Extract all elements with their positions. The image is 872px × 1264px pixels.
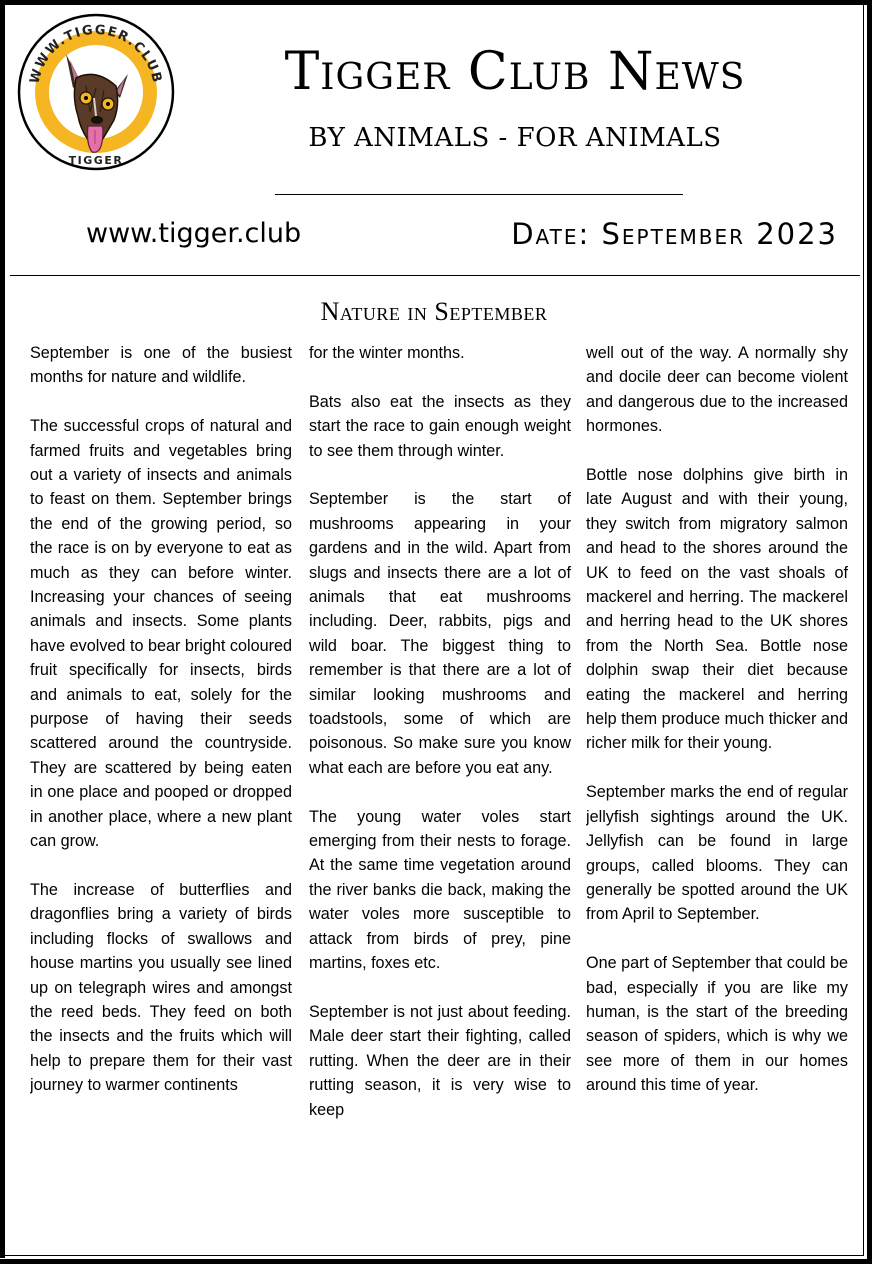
paragraph: September marks the end of regular jellyfish sightings around the UK. Jellyfish can be found in large groups, called blooms. They can generally be spotted around the UK from April to September. [586,783,848,924]
article-column-2 [309,341,571,1241]
paragraph: The young water voles start emerging from their nests to forage. At the same time vegetation around the river banks die back, making the water voles more susceptible to attack from birds of prey, pine martins, foxes etc. [309,807,571,973]
article-column-1 [30,341,292,1241]
page-border-left [0,0,5,1258]
newsletter-tagline: BY ANIMALS - FOR ANIMALS [308,123,722,153]
page-border-right [867,0,872,1264]
paragraph: for the winter months. [309,344,465,362]
page-border-bottom-inner [5,1255,864,1256]
masthead-divider [275,194,683,195]
issue-date: Date: September 2023 [511,217,838,251]
website-link[interactable]: www.tigger.club [86,218,302,249]
logo-ring-text-top: WWW.TIGGER.CLUB [27,22,165,86]
page-border-top [0,0,872,5]
paragraph: Bats also eat the insects as they start the race to gain enough weight to see them through winter. [309,392,571,460]
paragraph: September is not just about feeding. Male deer start their fighting, called rutting. When the deer are in their rutting season, it is very wise to keep [309,1002,571,1119]
article-column-3 [586,341,848,1241]
paragraph: One part of September that could be bad, especially if you are like my human, is the start of the breeding season of spiders, which is why we see more of them in our homes around this time of year. [586,954,848,1095]
newsletter-title: Tigger Club News [284,42,746,102]
paragraph: Bottle nose dolphins give birth in late August and with their young, they switch from migratory salmon and head to the shores around the UK to feed on the vast shoals of mackerel and herring. The mackerel and herring head to the UK shores from the North Sea. Bottle nose dolphin swap their diet because eating the mackerel and herring help them produce much thicker and richer milk for their young. [586,466,848,753]
paragraph: September is the start of mushrooms appearing in your gardens and in the wild. Apart from slugs and insects there are a lot of animals that eat mushrooms including. Deer, rabbits, pigs and wild boar. The biggest thing to remember is that there are a lot of similar looking mushrooms and toadstools, some of which are poisonous. So make sure you know what each are before you eat any. [309,490,571,777]
page-border-right-inner [863,5,864,1255]
paragraph: well out of the way. A normally shy and docile deer can become violent and dangerous due to the increased hormones. [586,344,848,436]
logo-ring-text-bottom: TIGGER [68,154,124,167]
article-title: Nature in September [320,297,548,326]
paragraph: The successful crops of natural and farmed fruits and vegetables bring out a variety of insects and animals to feast on them. September brings the end of the growing period, so the race is on by everyone to eat as much as they can before winter. Increasing your chances of seeing animals and insects. Some plants have evolved to bear bright coloured fruit specifically for insects, birds and animals to eat, solely for the purpose of having their seeds scattered around the countryside. They are scattered by being eaten in one place and pooped or dropped in another place, where a new plant can grow. [30,417,292,851]
paragraph: September is one of the busiest months for nature and wildlife. [30,344,292,387]
page-border-bottom [0,1259,872,1264]
paragraph: The increase of butterflies and dragonflies bring a variety of birds including flocks of swallows and house martins you usually see lined up on telegraph wires and amongst the reed beds. They feed on both the insects and the fruits which will help to prepare them for their vast journey to warmer continents [30,880,292,1095]
tigger-club-logo [16,12,176,172]
header-divider [10,275,860,276]
